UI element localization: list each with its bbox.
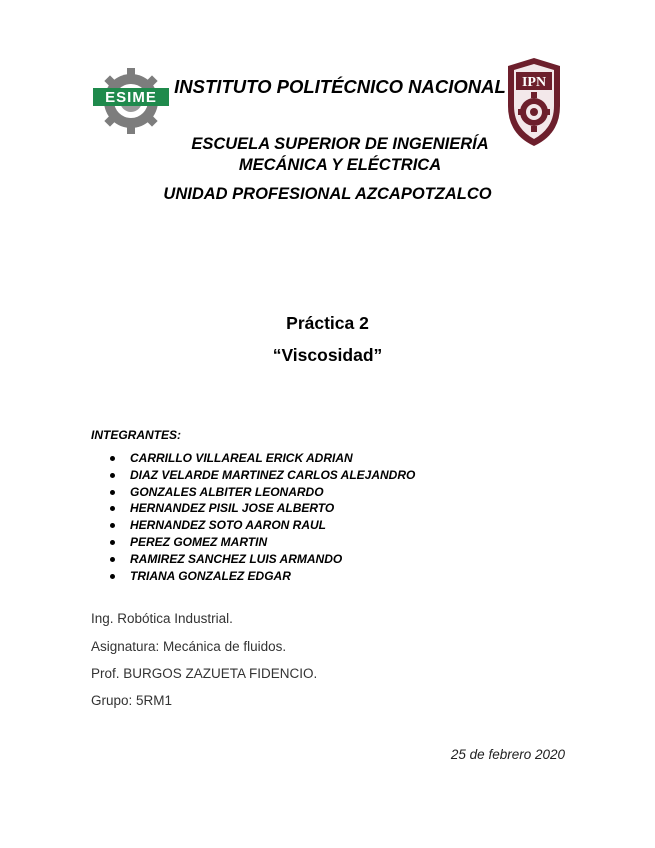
svg-text:IPN: IPN (521, 75, 547, 90)
subject: Asignatura: Mecánica de fluidos. (91, 639, 287, 654)
list-item (106, 551, 415, 568)
bullet-icon (110, 557, 115, 562)
bullet-icon (110, 523, 115, 528)
school-name: ESCUELA SUPERIOR DE INGENIERÍA MECÁNICA Y ELÉCTRICA (191, 135, 489, 174)
bullet-icon (110, 490, 115, 495)
bullet-icon (110, 473, 115, 478)
esime-logo (91, 66, 171, 136)
practice-subtitle: “Viscosidad” (272, 345, 383, 365)
list-item (106, 500, 415, 517)
member-name: DIAZ VELARDE MARTINEZ CARLOS ALEJANDRO (130, 467, 416, 482)
practice-title: Práctica 2 (286, 313, 369, 333)
list-item (106, 467, 415, 484)
list-item (106, 450, 415, 467)
career: Ing. Robótica Industrial. (91, 611, 233, 626)
bullet-icon (110, 506, 115, 511)
member-name: HERNANDEZ PISIL JOSE ALBERTO (130, 501, 335, 516)
date: 25 de febrero 2020 (450, 747, 565, 762)
unit-name: UNIDAD PROFESIONAL AZCAPOTZALCO (163, 185, 492, 203)
member-name: CARRILLO VILLAREAL ERICK ADRIAN (130, 451, 353, 465)
list-item (106, 534, 415, 551)
professor: Prof. BURGOS ZAZUETA FIDENCIO. (91, 666, 318, 681)
bullet-icon (110, 540, 115, 545)
bullet-icon (110, 456, 115, 461)
member-name: GONZALES ALBITER LEONARDO (130, 484, 324, 499)
member-name: PEREZ GOMEZ MARTIN (130, 534, 268, 549)
list-item (106, 568, 415, 585)
institute-title: INSTITUTO POLITÉCNICO NACIONAL (174, 76, 506, 97)
list-item (106, 484, 415, 501)
svg-text:ESIME: ESIME (105, 89, 157, 106)
member-name: RAMIREZ SANCHEZ LUIS ARMANDO (130, 551, 343, 566)
group: Grupo: 5RM1 (91, 693, 173, 708)
list-item (106, 517, 415, 534)
members-label: INTEGRANTES: (91, 428, 181, 442)
bullet-icon (110, 574, 115, 579)
members-list (106, 450, 415, 584)
member-name: TRIANA GONZALEZ EDGAR (130, 568, 291, 583)
member-name: HERNANDEZ SOTO AARON RAUL (130, 518, 327, 533)
